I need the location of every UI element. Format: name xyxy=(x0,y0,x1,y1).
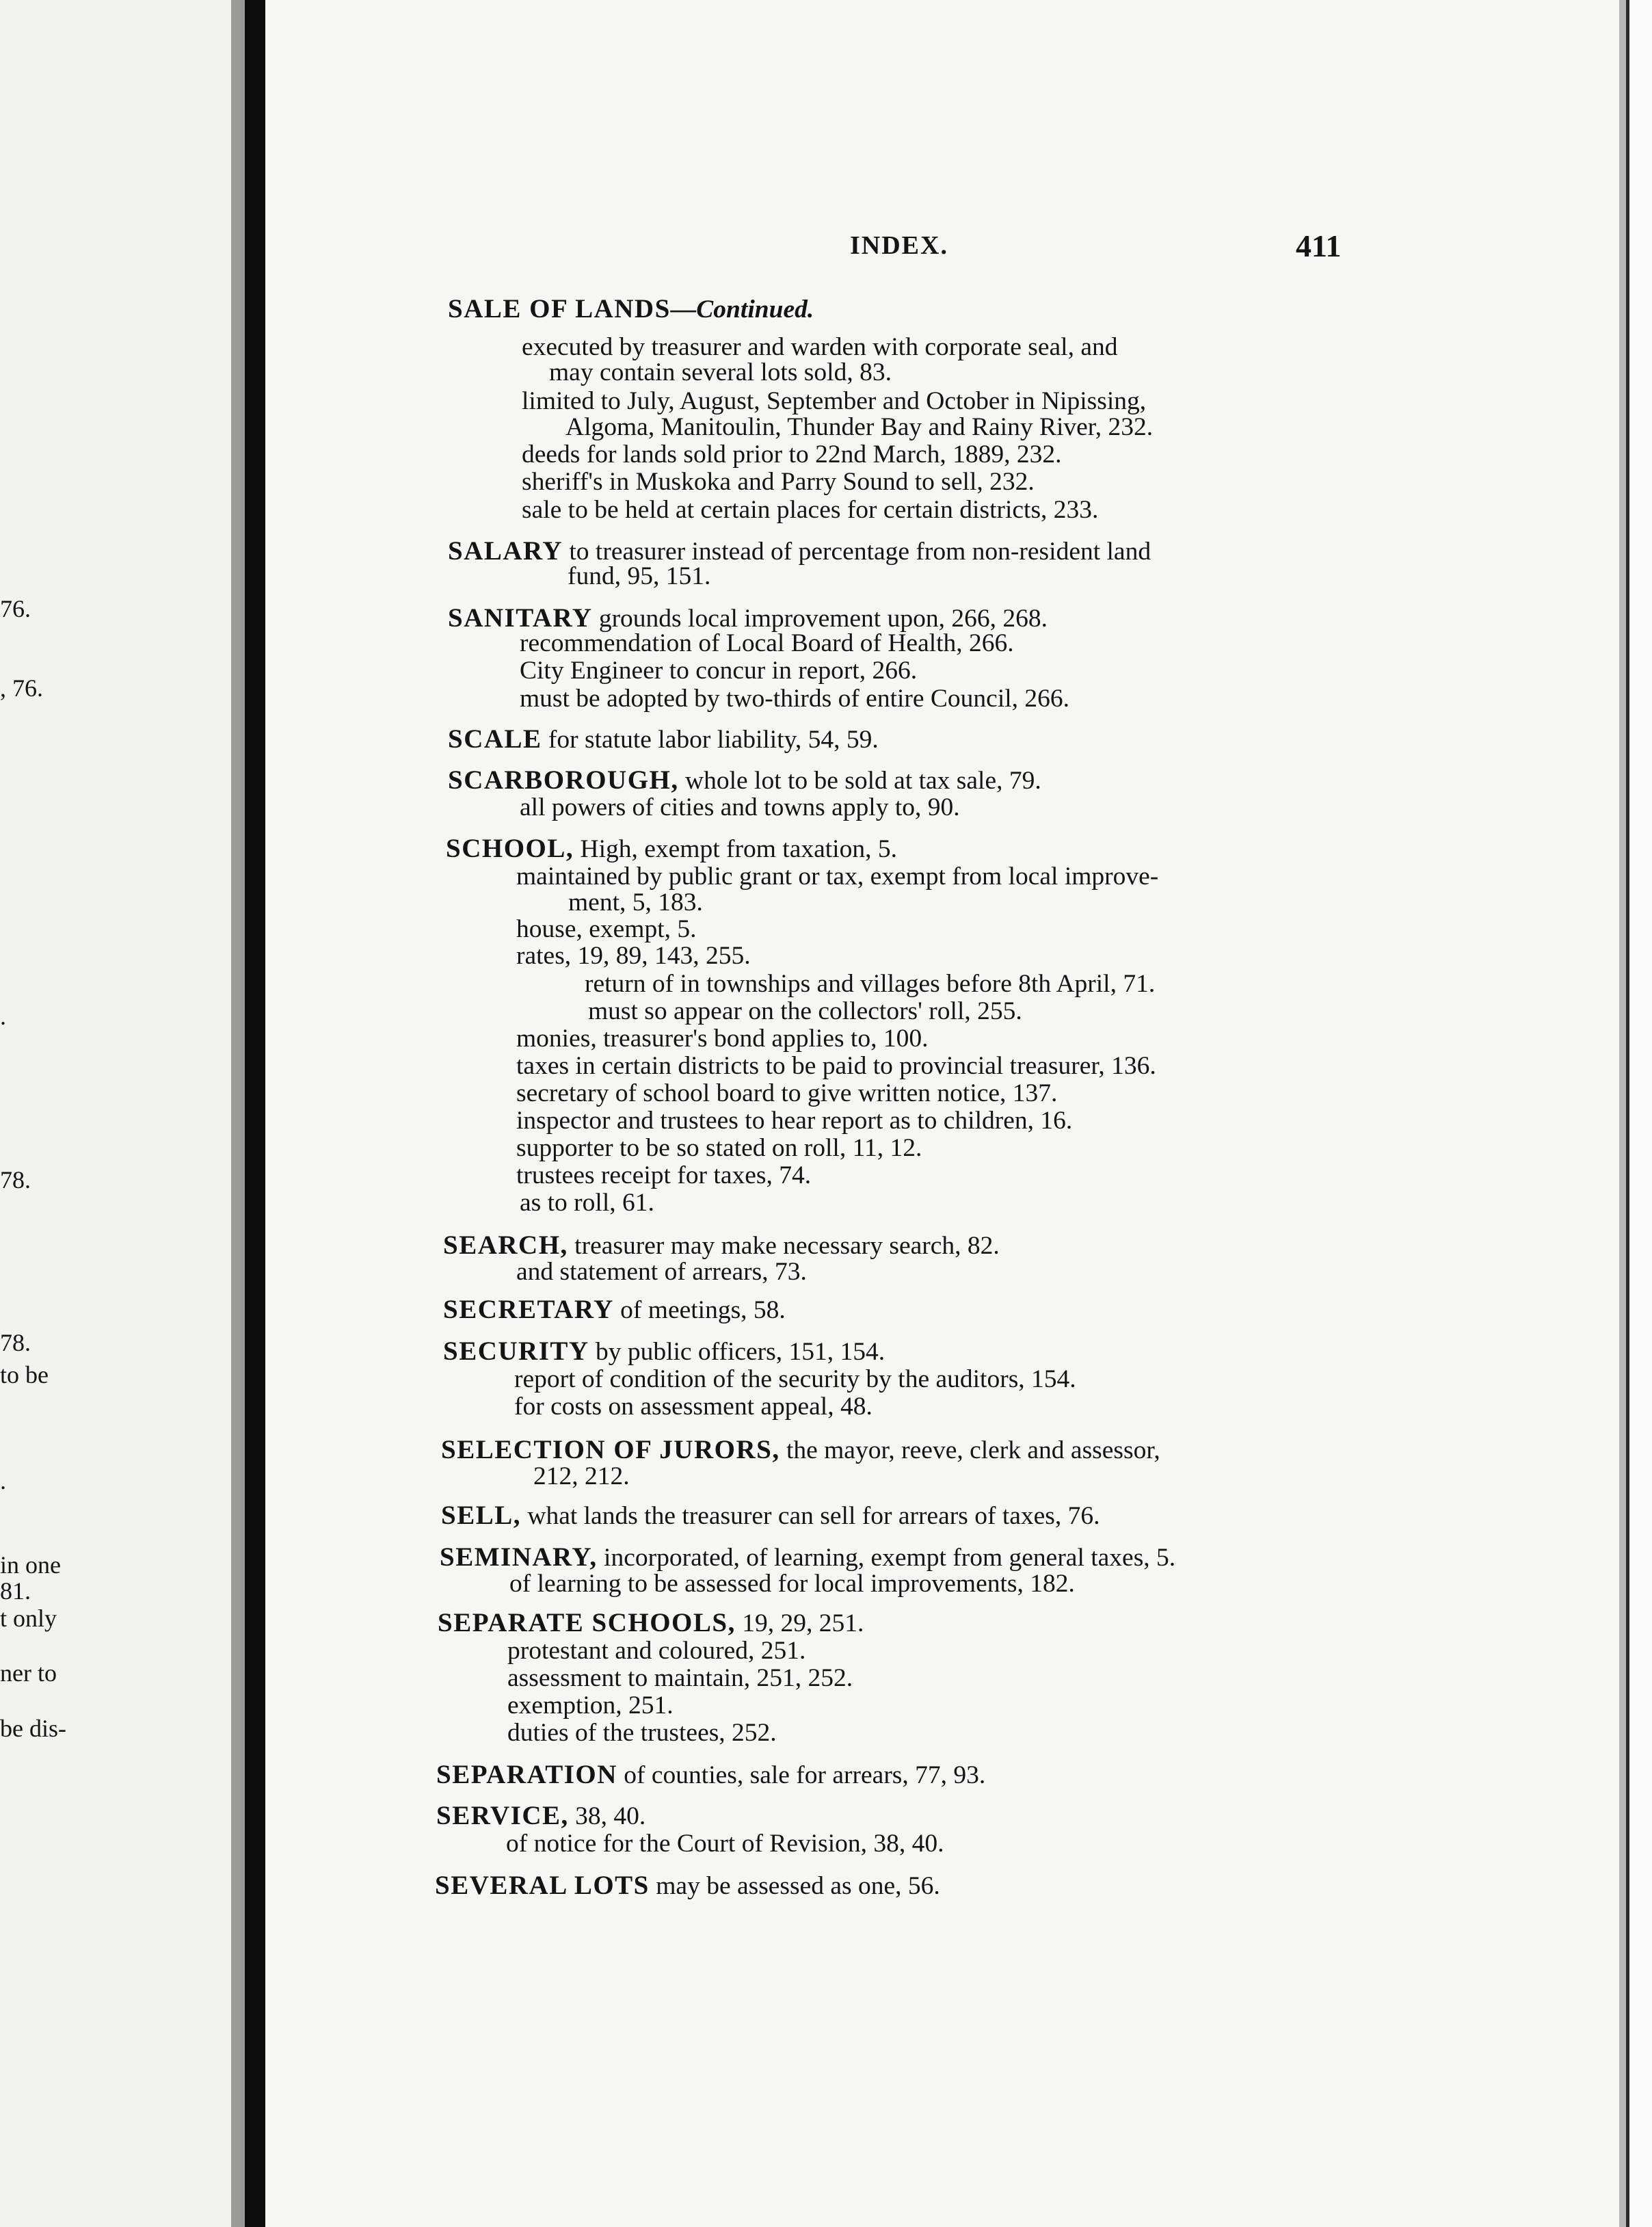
entry-term: SEMINARY, xyxy=(440,1542,598,1572)
gutter-shadow xyxy=(231,0,245,2227)
index-subentry: and statement of arrears, 73. xyxy=(516,1258,807,1286)
left-fragment: be dis- xyxy=(0,1715,66,1742)
index-subentry: 212, 212. xyxy=(533,1462,630,1490)
entry-term: SANITARY xyxy=(448,603,593,633)
index-subentry: limited to July, August, September and October in Nipissing, xyxy=(522,387,1147,415)
entry-text: by public officers, 151, 154. xyxy=(589,1338,885,1366)
index-entry xyxy=(443,1296,786,1323)
index-entry-heading xyxy=(448,295,814,323)
index-subentry: must so appear on the collectors' roll, 255. xyxy=(588,997,1022,1025)
entry-text: for statute labor liability, 54, 59. xyxy=(542,726,879,754)
page-edge xyxy=(1619,0,1626,2227)
entry-term: SEPARATION xyxy=(436,1760,617,1789)
left-fragment: . xyxy=(0,1003,6,1030)
continued-label: —Continued. xyxy=(670,295,814,324)
index-subentry: protestant and coloured, 251. xyxy=(507,1637,806,1665)
left-fragment: , 76. xyxy=(0,674,43,702)
index-entry xyxy=(443,1232,1000,1259)
index-subentry: may contain several lots sold, 83. xyxy=(549,358,892,386)
entry-term: SELECTION OF JURORS, xyxy=(441,1435,780,1464)
entry-text: the mayor, reeve, clerk and assessor, xyxy=(780,1436,1160,1464)
index-subentry: ment, 5, 183. xyxy=(568,888,703,917)
index-subentry: rates, 19, 89, 143, 255. xyxy=(516,942,751,970)
index-subentry: duties of the trustees, 252. xyxy=(507,1719,777,1747)
page-number: 411 xyxy=(1296,228,1342,263)
index-subentry: recommendation of Local Board of Health, 266. xyxy=(520,629,1014,657)
running-head: INDEX. xyxy=(850,231,948,260)
entry-term: SECURITY xyxy=(443,1336,589,1366)
index-subentry: taxes in certain districts to be paid to provincial treasurer, 136. xyxy=(516,1052,1156,1080)
entry-term: SERVICE, xyxy=(436,1801,569,1830)
entry-text: High, exempt from taxation, 5. xyxy=(574,835,897,863)
entry-term: SEVERAL LOTS xyxy=(435,1871,650,1900)
index-subentry: assessment to maintain, 251, 252. xyxy=(507,1664,853,1692)
left-fragment: t only xyxy=(0,1605,57,1632)
index-entry xyxy=(441,1502,1100,1529)
index-entry xyxy=(436,1802,645,1830)
index-subentry: house, exempt, 5. xyxy=(516,915,697,943)
index-subentry: all powers of cities and towns apply to, 90. xyxy=(520,793,960,821)
index-subentry: of learning to be assessed for local improvements, 182. xyxy=(509,1570,1075,1598)
index-subentry: as to roll, 61. xyxy=(520,1189,654,1217)
entry-text: incorporated, of learning, exempt from general taxes, 5. xyxy=(597,1544,1176,1572)
entry-term: SEPARATE SCHOOLS, xyxy=(438,1608,736,1637)
index-subentry: monies, treasurer's bond applies to, 100. xyxy=(516,1025,929,1053)
index-subentry: must be adopted by two-thirds of entire Council, 266. xyxy=(520,685,1070,713)
index-entry xyxy=(443,1338,885,1365)
index-entry xyxy=(441,1436,1160,1464)
index-subentry: secretary of school board to give written notice, 137. xyxy=(516,1079,1058,1107)
index-subentry: deeds for lands sold prior to 22nd March, 1889, 232. xyxy=(522,440,1062,469)
index-subentry: sale to be held at certain places for certain districts, 233. xyxy=(522,496,1099,524)
index-entry xyxy=(446,835,897,862)
index-subentry: sheriff's in Muskoka and Parry Sound to sell, 232. xyxy=(522,468,1035,496)
entry-text: whole lot to be sold at tax sale, 79. xyxy=(678,767,1041,795)
index-entry xyxy=(436,1761,985,1789)
left-fragment: in one xyxy=(0,1551,61,1579)
left-page-edge xyxy=(0,0,231,2227)
index-subentry: maintained by public grant or tax, exempt from local improve- xyxy=(516,862,1159,891)
index-subentry: executed by treasurer and warden with corporate seal, and xyxy=(522,333,1118,361)
entry-text: of counties, sale for arrears, 77, 93. xyxy=(617,1761,986,1789)
book-spine xyxy=(245,0,265,2227)
entry-term: SCHOOL, xyxy=(446,834,574,863)
index-subentry: supporter to be so stated on roll, 11, 12. xyxy=(516,1134,922,1162)
index-entry xyxy=(448,767,1041,794)
entry-text: of meetings, 58. xyxy=(613,1296,786,1324)
index-entry xyxy=(438,1609,864,1637)
index-subentry: inspector and trustees to hear report as to children, 16. xyxy=(516,1107,1073,1135)
entry-text: may be assessed as one, 56. xyxy=(649,1872,940,1900)
index-subentry: trustees receipt for taxes, 74. xyxy=(516,1161,812,1189)
left-fragment: 76. xyxy=(0,595,31,622)
index-entry xyxy=(440,1544,1175,1571)
entry-text: what lands the treasurer can sell for arrears of taxes, 76. xyxy=(520,1502,1100,1530)
index-subentry: Algoma, Manitoulin, Thunder Bay and Rainy River, 232. xyxy=(565,413,1154,441)
index-entry xyxy=(448,605,1048,632)
entry-term: SCALE xyxy=(448,724,542,754)
left-fragment: . xyxy=(0,1467,6,1494)
entry-term: SELL, xyxy=(441,1501,521,1530)
left-fragment: ner to xyxy=(0,1659,57,1687)
index-subentry: of notice for the Court of Revision, 38, 40. xyxy=(506,1830,944,1858)
index-subentry: fund, 95, 151. xyxy=(568,562,711,590)
left-fragment: 78. xyxy=(0,1166,31,1194)
entry-text: treasurer may make necessary search, 82. xyxy=(568,1232,1000,1260)
index-subentry: return of in townships and villages before 8th April, 71. xyxy=(585,970,1156,998)
entry-term: SCARBOROUGH, xyxy=(448,765,679,795)
entry-term: SALARY xyxy=(448,536,563,566)
scan-margin xyxy=(1629,0,1652,2227)
entry-term: SEARCH, xyxy=(443,1230,568,1260)
entry-text: grounds local improvement upon, 266, 268. xyxy=(592,605,1048,633)
index-subentry: for costs on assessment appeal, 48. xyxy=(514,1393,872,1421)
index-subentry: exemption, 251. xyxy=(507,1691,674,1719)
left-fragment: 81. xyxy=(0,1577,31,1605)
left-fragment: to be xyxy=(0,1361,49,1388)
entry-text: 19, 29, 251. xyxy=(735,1609,864,1637)
entry-term: SECRETARY xyxy=(443,1295,614,1324)
entry-term: SALE OF LANDS xyxy=(448,294,671,324)
left-fragment: 78. xyxy=(0,1329,31,1356)
index-subentry: City Engineer to concur in report, 266. xyxy=(520,657,918,685)
index-entry xyxy=(448,726,879,753)
index-entry xyxy=(448,538,1151,565)
entry-text: 38, 40. xyxy=(568,1802,646,1830)
entry-text: to treasurer instead of percentage from non-resident land xyxy=(563,538,1151,566)
index-subentry: report of condition of the security by the auditors, 154. xyxy=(514,1365,1076,1393)
index-entry xyxy=(435,1872,940,1899)
